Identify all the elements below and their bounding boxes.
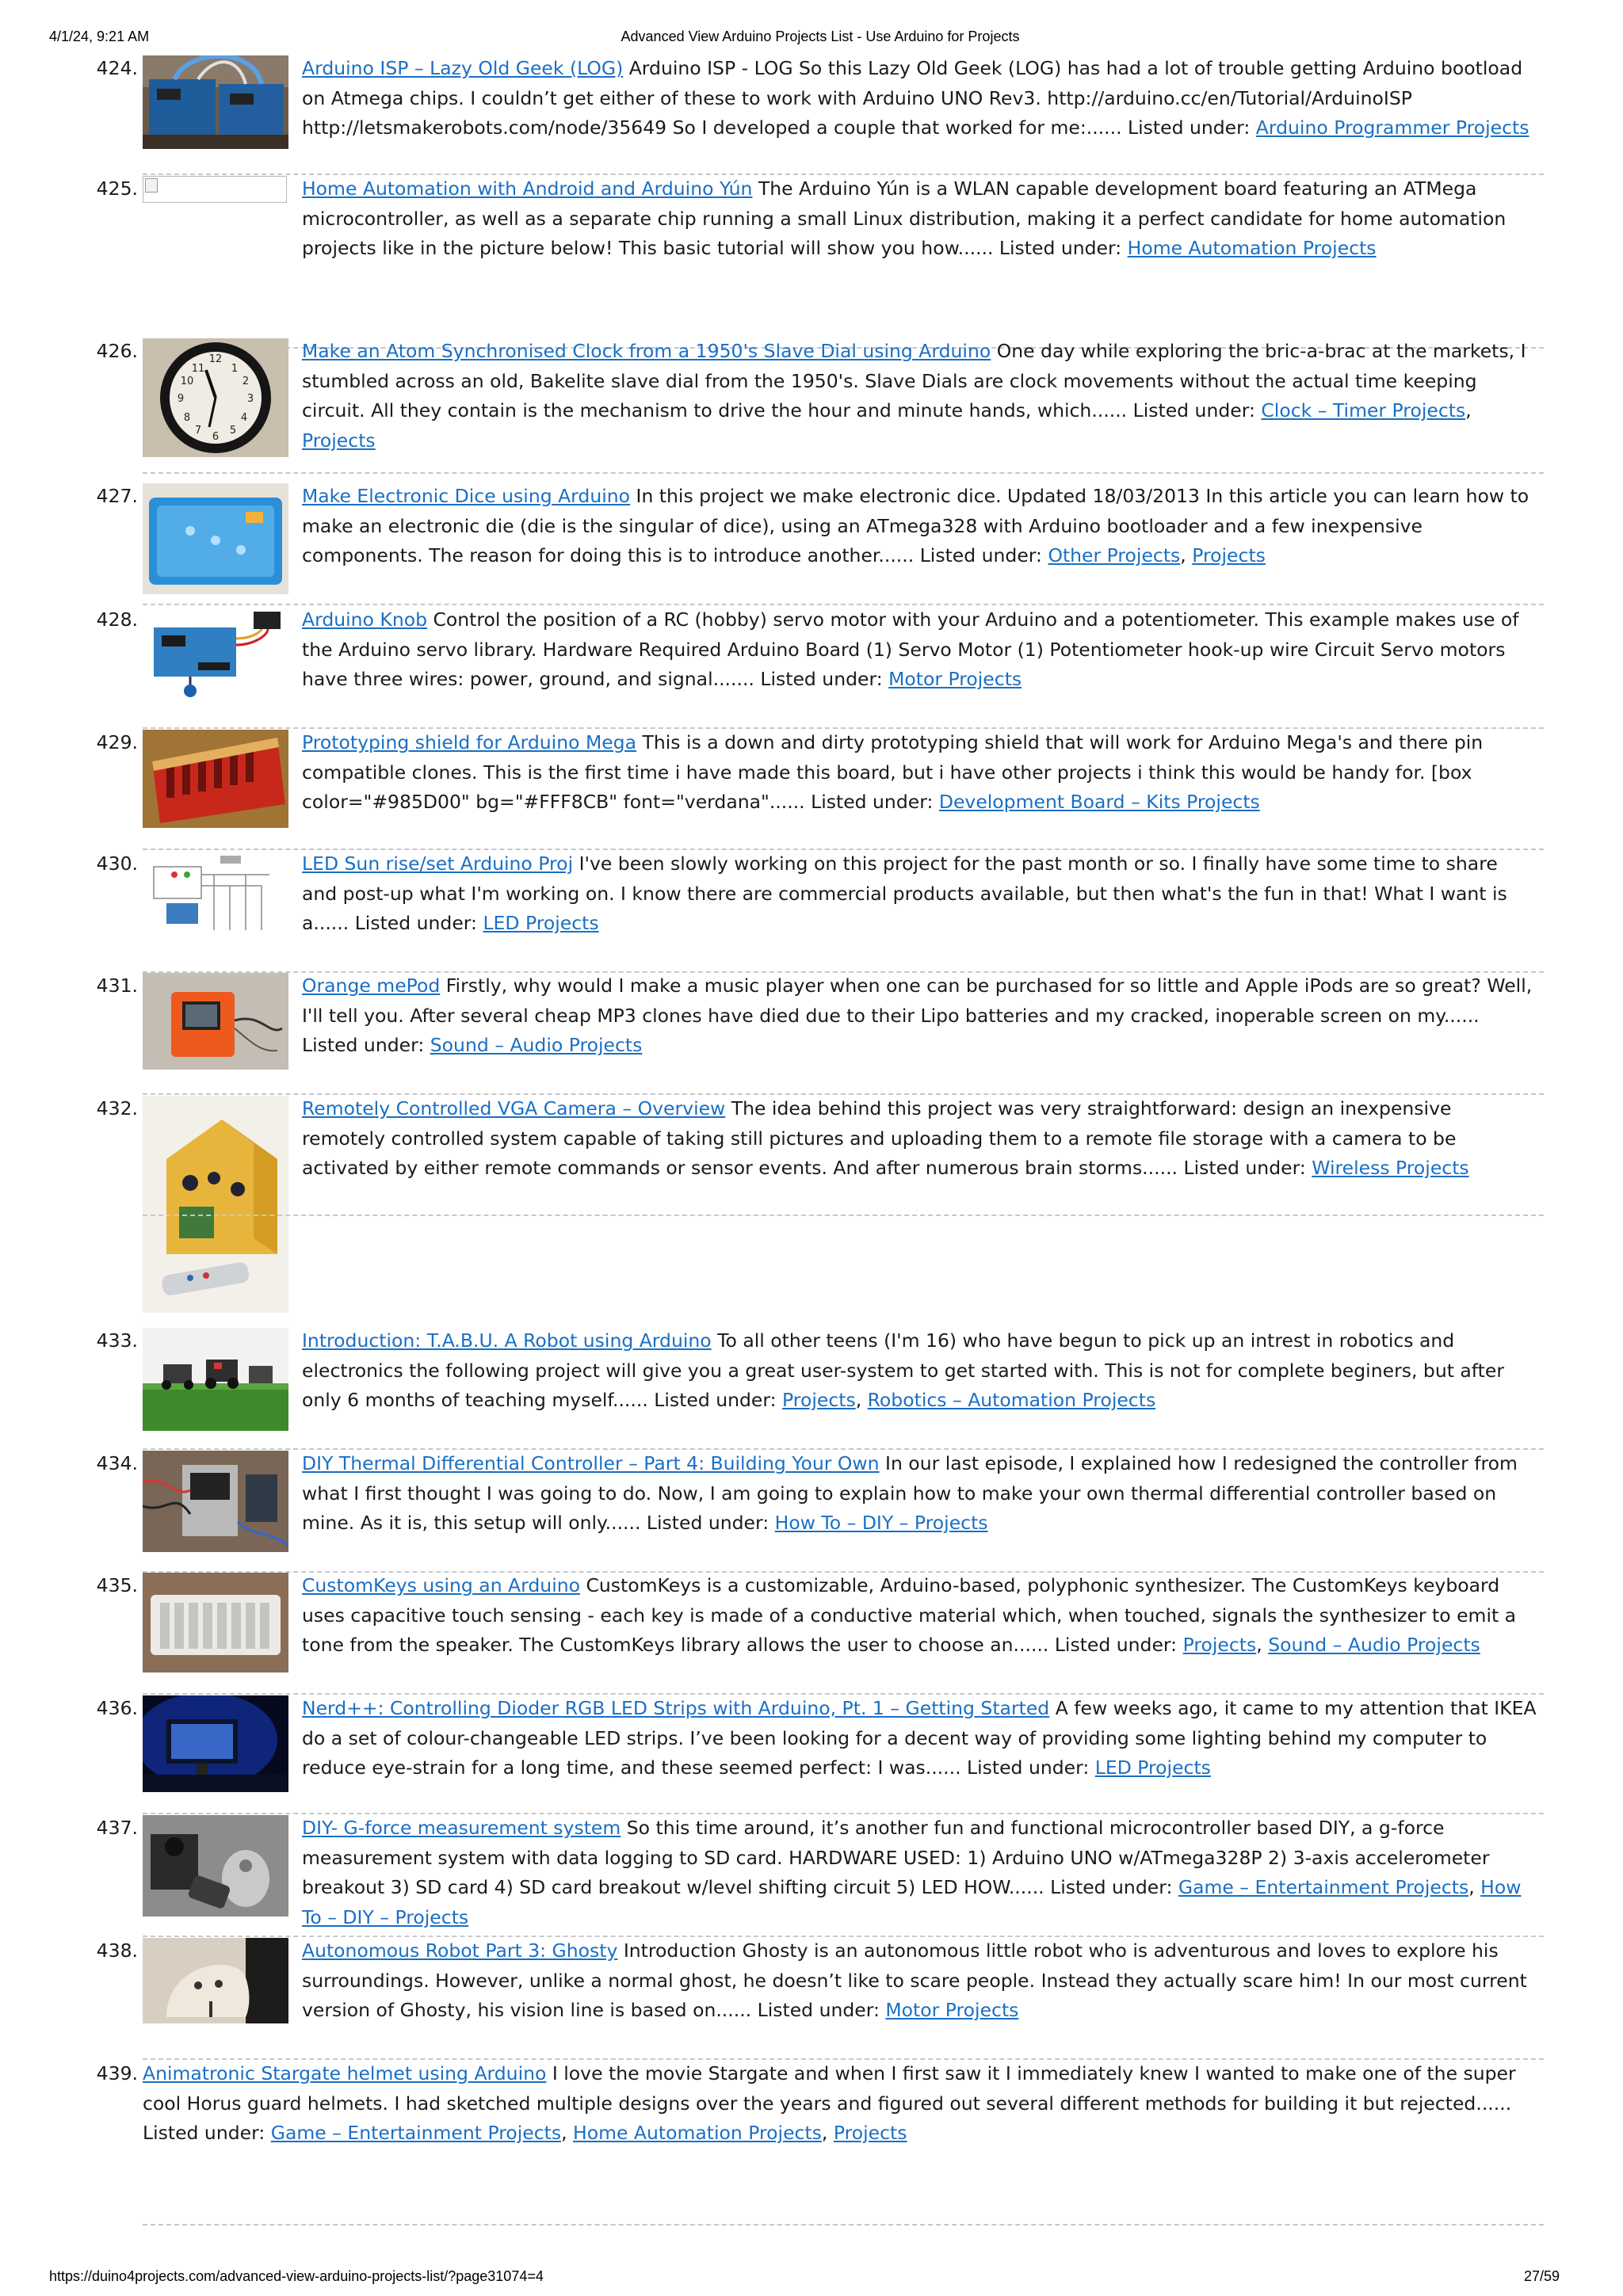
item-body [302,482,1538,571]
category-link[interactable]: Projects [782,1389,856,1411]
svg-text:6: 6 [212,431,220,443]
project-title-link[interactable]: Nerd++: Controlling Dioder RGB LED Strips with Arduino, Pt. 1 – Getting Started [302,1697,1050,1719]
category-link[interactable]: Home Automation Projects [1127,237,1377,259]
listed-under-label: Listed under: [354,912,477,934]
category-link[interactable]: Robotics – Automation Projects [867,1389,1156,1411]
category-link[interactable]: Clock – Timer Projects [1261,399,1466,421]
project-title-link[interactable]: Make an Atom Synchronised Clock from a 1950's Slave Dial using Arduino [302,340,991,362]
project-description: In this project we make electronic dice. Updated 18/03/2013 In this article you can learn how to make an electronic die (die is the singular of dice), using an ATmega328 with Arduino bootloader and a few inexpensive components. The reason for doing this is to introduce another...... [302,485,1529,566]
item-thumbnail[interactable] [143,1815,288,1917]
item-thumbnail[interactable] [143,338,288,457]
item-body [302,174,1538,264]
robots-on-grass-photo [143,1328,288,1431]
svg-text:11: 11 [191,363,205,375]
project-description: This is a down and dirty prototyping shield that will work for Arduino Mega's and there pin compatible clones. This is the first time i have made this board, but i have other projects i think this would be handy for. [box color="#985D00" bg="#FFF8CB" font="verdana"...... [302,731,1484,813]
svg-text:1: 1 [231,363,239,375]
led-schematic [143,851,288,944]
item-thumbnail[interactable] [143,483,288,594]
category-link[interactable]: Motor Projects [888,668,1022,690]
item-thumbnail[interactable] [143,1695,288,1792]
print-header [49,29,1591,49]
category-separator: , [561,2122,574,2144]
project-title-link[interactable]: LED Sun rise/set Arduino Proj [302,852,574,875]
item-thumbnail[interactable] [143,1573,288,1672]
project-description: Control the position of a RC (hobby) servo motor with your Arduino and a potentiometer. This example makes use of the Arduino servo library. Hardware Required Arduino Board (1) Servo Motor (1) Potentiometer hook-up wire Circuit Servo motors have three wires: power, ground, and signal....... [302,608,1519,690]
item-number: 428. [96,608,138,631]
item-thumbnail[interactable] [143,1938,288,2023]
project-description: CustomKeys is a customizable, Arduino-based, polyphonic synthesizer. The CustomKeys keyboard uses capacitive touch sensing - each key is made of a conductive material which, when touched, signals the synthesizer to emit a tone from the speaker. The CustomKeys library allows the user to choose an...... [302,1574,1517,1656]
listed-under-label: Listed under: [646,1512,769,1534]
svg-text:10: 10 [180,376,194,387]
item-number: 435. [96,1574,138,1596]
item-number: 438. [96,1939,138,1962]
item-number: 434. [96,1452,138,1474]
gforce-device-photo [143,1815,288,1917]
project-description: So this time around, it’s another fun and functional microcontroller based DIY, a g-force measurement system with data logging to SD card. HARDWARE USED: 1) Arduino UNO w/ATmega328P 2) 3-axis accelerometer breakout 3) SD card 4) SD card breakout w/level shifting circuit 5) LED HOW...... [302,1817,1490,1898]
svg-text:5: 5 [229,425,237,437]
category-separator: , [821,2122,834,2144]
item-body [302,1449,1538,1539]
listed-under-label: Listed under: [1128,116,1251,139]
svg-text:9: 9 [177,393,185,405]
controller-wiring-photo [143,1451,288,1552]
project-title-link[interactable]: Remotely Controlled VGA Camera – Overview [302,1097,726,1119]
item-number: 424. [96,57,138,79]
project-description: A few weeks ago, it came to my attention that IKEA do a set of colour-changeable LED strips. I’ve been looking for a decent way of providing some lighting behind my computer to reduce eye-strain for a long time, and these seemed perfect: I was...... [302,1697,1537,1779]
print-footer [49,2268,1591,2289]
project-description: Firstly, why would I make a music player when one can be purchased for so little and Apple iPods are so great? Well, I'll tell you. After several cheap MP3 clones have died due to their Lipo batteries and my cracked, inoperable screen on my...... [302,974,1533,1027]
category-link[interactable]: Projects [1182,1634,1257,1656]
project-description: To all other teens (I'm 16) who have begun to pick up an intrest in robotics and electronics the following project will give you a great user-system to get started with. This is not for complete beginers, but after only 6 months of teaching myself...... [302,1329,1505,1411]
item-body [302,1571,1538,1661]
project-description: One day while exploring the bric-a-brac at the markets, I stumbled across an old, Bakelite slave dial from the 1950's. Slave Dials are clock movements without the actual time keeping circuit. All they contain is the mechanism to drive the hour and minute hands, which...... [302,340,1526,421]
keyboard-photo [143,1573,288,1672]
item-body [302,728,1538,818]
listed-under-label: Listed under: [1132,399,1255,421]
item-body [143,2059,1537,2149]
category-link[interactable]: Arduino Programmer Projects [1255,116,1529,139]
category-link[interactable]: LED Projects [1094,1756,1211,1779]
item-number: 426. [96,340,138,362]
category-link[interactable]: Sound – Audio Projects [1268,1634,1480,1656]
listed-under-label: Listed under: [143,2122,265,2144]
project-description: The Arduino Yún is a WLAN capable development board featuring an ATMega microcontroller, as well as a separate chip running a small Linux distribution, making it a perfect candidate for home automation projects like in the picture below! This basic tutorial will show you how...... [302,177,1507,259]
category-separator: , [1256,1634,1269,1656]
svg-text:7: 7 [194,425,202,437]
project-description: Arduino ISP - LOG So this Lazy Old Geek (LOG) has had a lot of trouble getting Arduino bootload on Atmega chips. I couldn’t get either of these to work with Arduino UNO Rev3. http://arduino.cc/en/Tutorial/ArduinoISP http://letsmakerobots.com/node/35649 So I developed a couple that worked for me:...... [302,57,1523,139]
servo-circuit-diagram [143,607,288,699]
listed-under-label: Listed under: [654,1389,777,1411]
project-title-link[interactable]: Arduino Knob [302,608,428,631]
project-title-link[interactable]: Orange mePod [302,974,441,997]
category-separator: , [1465,399,1472,421]
category-link[interactable]: How To – DIY – Projects [302,1876,1522,1928]
item-body [302,1936,1538,2026]
category-link[interactable]: Projects [302,429,376,452]
category-link[interactable]: How To – DIY – Projects [774,1512,988,1534]
item-thumbnail[interactable] [143,55,288,149]
arduino-boards-photo [143,55,288,149]
project-title-link[interactable]: DIY Thermal Differential Controller – Part 4: Building Your Own [302,1452,880,1474]
wall-clock-photo [143,338,288,457]
item-thumbnail[interactable] [143,1096,288,1313]
item-thumbnail[interactable] [143,607,288,699]
orange-player-photo [143,973,288,1070]
item-body [302,1094,1538,1184]
item-body [302,849,1538,939]
item-number: 432. [96,1097,138,1119]
project-title-link[interactable]: Make Electronic Dice using Arduino [302,485,631,507]
broken-image-icon [143,176,287,203]
listed-under-label: Listed under: [1054,1634,1178,1656]
listed-under-label: Listed under: [757,1999,880,2021]
svg-text:12: 12 [208,353,223,365]
listed-under-label: Listed under: [760,668,883,690]
project-title-link[interactable]: DIY- G-force measurement system [302,1817,621,1839]
item-number: 431. [96,974,138,997]
listed-under-label: Listed under: [999,237,1122,259]
project-description: The idea behind this project was very straightforward: design an inexpensive remotely controlled system capable of taking still pictures and uploading them to a remote file storage with a camera to be activated by either remote commands or sensor events. And after numerous brain storms...... [302,1097,1457,1179]
category-link[interactable]: Projects [833,2122,907,2144]
item-thumbnail[interactable] [143,176,288,203]
category-separator: , [855,1389,868,1411]
item-body [302,54,1538,143]
print-title: Advanced View Arduino Projects List - Use Arduino for Projects [621,29,1020,44]
item-body [302,1326,1538,1416]
category-link[interactable]: Sound – Audio Projects [430,1034,643,1056]
print-url: https://duino4projects.com/advanced-view-arduino-projects-list/?page31074=4 [49,2268,544,2284]
project-title-link[interactable]: Animatronic Stargate helmet using Arduino [143,2062,547,2084]
project-description: Introduction Ghosty is an autonomous little robot who is adventurous and loves to explore his surroundings. However, unlike a normal ghost, he doesn’t like to scare people. Instead they actually scare him! In our most current version of Ghosty, his vision line is based on...... [302,1939,1527,2021]
item-thumbnail[interactable] [143,1451,288,1552]
listed-under-label: Listed under: [1183,1157,1306,1179]
page-counter: 27/59 [1523,2268,1560,2284]
category-link[interactable]: Home Automation Projects [573,2122,822,2144]
category-link[interactable]: LED Projects [483,912,599,934]
item-body [302,337,1538,456]
listed-under-label: Listed under: [919,544,1042,566]
item-thumbnail[interactable] [143,730,288,828]
listed-under-label: Listed under: [302,1034,425,1056]
project-description: In our last episode, I explained how I redesigned the controller from what I first thought I was going to do. Now, I am going to explain how to make your own thermal differential controller based on mine. As it is, this setup will only...... [302,1452,1518,1534]
item-separator [143,2224,1544,2225]
item-number: 436. [96,1697,138,1719]
camera-box-photo [143,1096,288,1313]
project-description: I love the movie Stargate and when I first saw it I immediately knew I wanted to make one of the super cool Horus guard helmets. I had sketched multiple designs over the years and figured out several different methods for building it but rejected...... [143,2062,1516,2115]
item-number: 433. [96,1329,138,1352]
item-thumbnail[interactable] [143,851,288,944]
project-title-link[interactable]: Prototyping shield for Arduino Mega [302,731,637,753]
listed-under-label: Listed under: [811,791,934,813]
project-title-link[interactable]: Arduino ISP – Lazy Old Geek (LOG) [302,57,624,79]
item-body [302,1694,1538,1783]
item-thumbnail[interactable] [143,973,288,1070]
svg-text:3: 3 [246,393,254,405]
print-date: 4/1/24, 9:21 AM [49,29,150,44]
item-number: 429. [96,731,138,753]
item-number: 437. [96,1817,138,1839]
blue-box-photo [143,483,288,594]
category-link[interactable]: Development Board – Kits Projects [938,791,1260,813]
project-description: I've been slowly working on this project for the past month or so. I finally have some time to share and post-up what I'm working on. I know there are commercial products available, but then what's the fun in that! What I want is a...... [302,852,1507,934]
blue-monitor-photo [143,1695,288,1792]
category-link[interactable]: Other Projects [1048,544,1181,566]
listed-under-label: Listed under: [1050,1876,1173,1898]
category-link[interactable]: Wireless Projects [1312,1157,1469,1179]
svg-text:8: 8 [183,412,191,424]
svg-text:4: 4 [240,412,248,424]
category-link[interactable]: Motor Projects [885,1999,1019,2021]
ghost-robot-photo [143,1938,288,2023]
category-link[interactable]: Projects [1192,544,1266,566]
item-number: 427. [96,485,138,507]
item-body [302,605,1538,695]
category-link[interactable]: Game – Entertainment Projects [1178,1876,1469,1898]
item-body [302,1814,1538,1932]
listed-under-label: Listed under: [967,1756,1090,1779]
item-separator [143,1215,1544,1216]
project-title-link[interactable]: Home Automation with Android and Arduino Yún [302,177,753,200]
item-number: 439. [96,2062,138,2084]
red-shield-photo [143,730,288,828]
project-title-link[interactable]: CustomKeys using an Arduino [302,1574,580,1596]
project-title-link[interactable]: Introduction: T.A.B.U. A Robot using Arduino [302,1329,712,1352]
item-separator [143,472,1544,474]
category-link[interactable]: Game – Entertainment Projects [270,2122,562,2144]
project-title-link[interactable]: Autonomous Robot Part 3: Ghosty [302,1939,618,1962]
category-separator: , [1468,1876,1481,1898]
category-separator: , [1180,544,1193,566]
item-thumbnail[interactable] [143,1328,288,1431]
item-body [302,971,1538,1061]
item-number: 430. [96,852,138,875]
item-number: 425. [96,177,138,200]
svg-text:2: 2 [242,376,250,387]
